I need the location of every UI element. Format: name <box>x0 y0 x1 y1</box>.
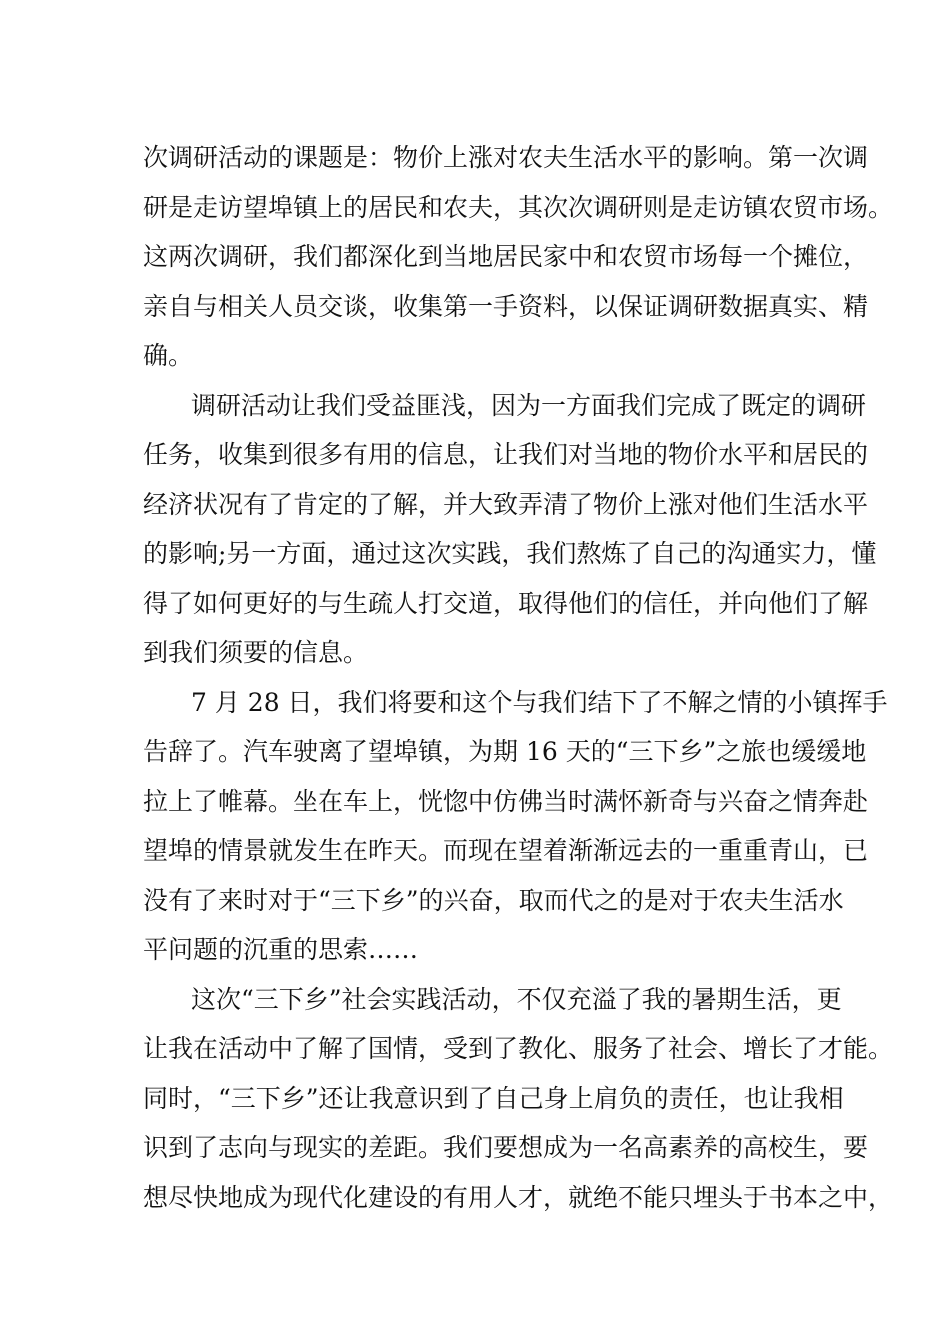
paragraph-first-line: 7 月 28 日，我们将要和这个与我们结下了不解之情的小镇挥手 <box>191 687 888 717</box>
text-line: 经济状况有了肯定的了解，并大致弄清了物价上涨对他们生活水平 <box>143 489 869 519</box>
text-line: 拉上了帷幕。坐在车上，恍惚中仿佛当时满怀新奇与兴奋之情奔赴 <box>143 786 869 816</box>
text-line: 识到了志向与现实的差距。我们要想成为一名高素养的高校生，要 <box>143 1133 869 1162</box>
text-line: 平问题的沉重的思索…… <box>143 935 419 964</box>
text-line: 研是走访望埠镇上的居民和农夫，其次次调研则是走访镇农贸市场。 <box>143 192 894 222</box>
text-line: 没有了来时对于“三下乡”的兴奋，取而代之的是对于农夫生活水 <box>143 885 844 915</box>
text-line: 次调研活动的课题是：物价上涨对农夫生活水平的影响。第一次调 <box>143 143 869 172</box>
paragraph-first-line: 这次“三下乡”社会实践活动，不仅充溢了我的暑期生活，更 <box>191 984 842 1014</box>
text-line: 望埠的情景就发生在昨天。而现在望着渐渐远去的一重重青山，已 <box>143 836 869 865</box>
text-line: 同时，“三下乡”还让我意识到了自己身上肩负的责任，也让我相 <box>143 1083 844 1113</box>
text-line: 亲自与相关人员交谈，收集第一手资料，以保证调研数据真实、精 <box>143 291 869 321</box>
text-line: 确。 <box>143 341 194 370</box>
text-line: 想尽快地成为现代化建设的有用人才，就绝不能只埋头于书本之中， <box>143 1182 894 1212</box>
text-line: 让我在活动中了解了国情，受到了教化、服务了社会、增长了才能。 <box>143 1034 894 1063</box>
paragraph-first-line: 调研活动让我们受益匪浅，因为一方面我们完成了既定的调研 <box>191 390 867 420</box>
text-line: 这两次调研，我们都深化到当地居民家中和农贸市场每一个摊位， <box>143 242 869 271</box>
text-line: 得了如何更好的与生疏人打交道，取得他们的信任，并向他们了解 <box>143 588 869 618</box>
text-line: 告辞了。汽车驶离了望埠镇，为期 16 天的“三下乡”之旅也缓缓地 <box>143 737 867 766</box>
text-line: 到我们须要的信息。 <box>143 638 369 667</box>
text-line: 的影响;另一方面，通过这次实践，我们熬炼了自己的沟通实力，懂 <box>143 539 877 568</box>
text-line: 任务，收集到很多有用的信息，让我们对当地的物价水平和居民的 <box>143 440 869 469</box>
body-text <box>143 133 894 1222</box>
